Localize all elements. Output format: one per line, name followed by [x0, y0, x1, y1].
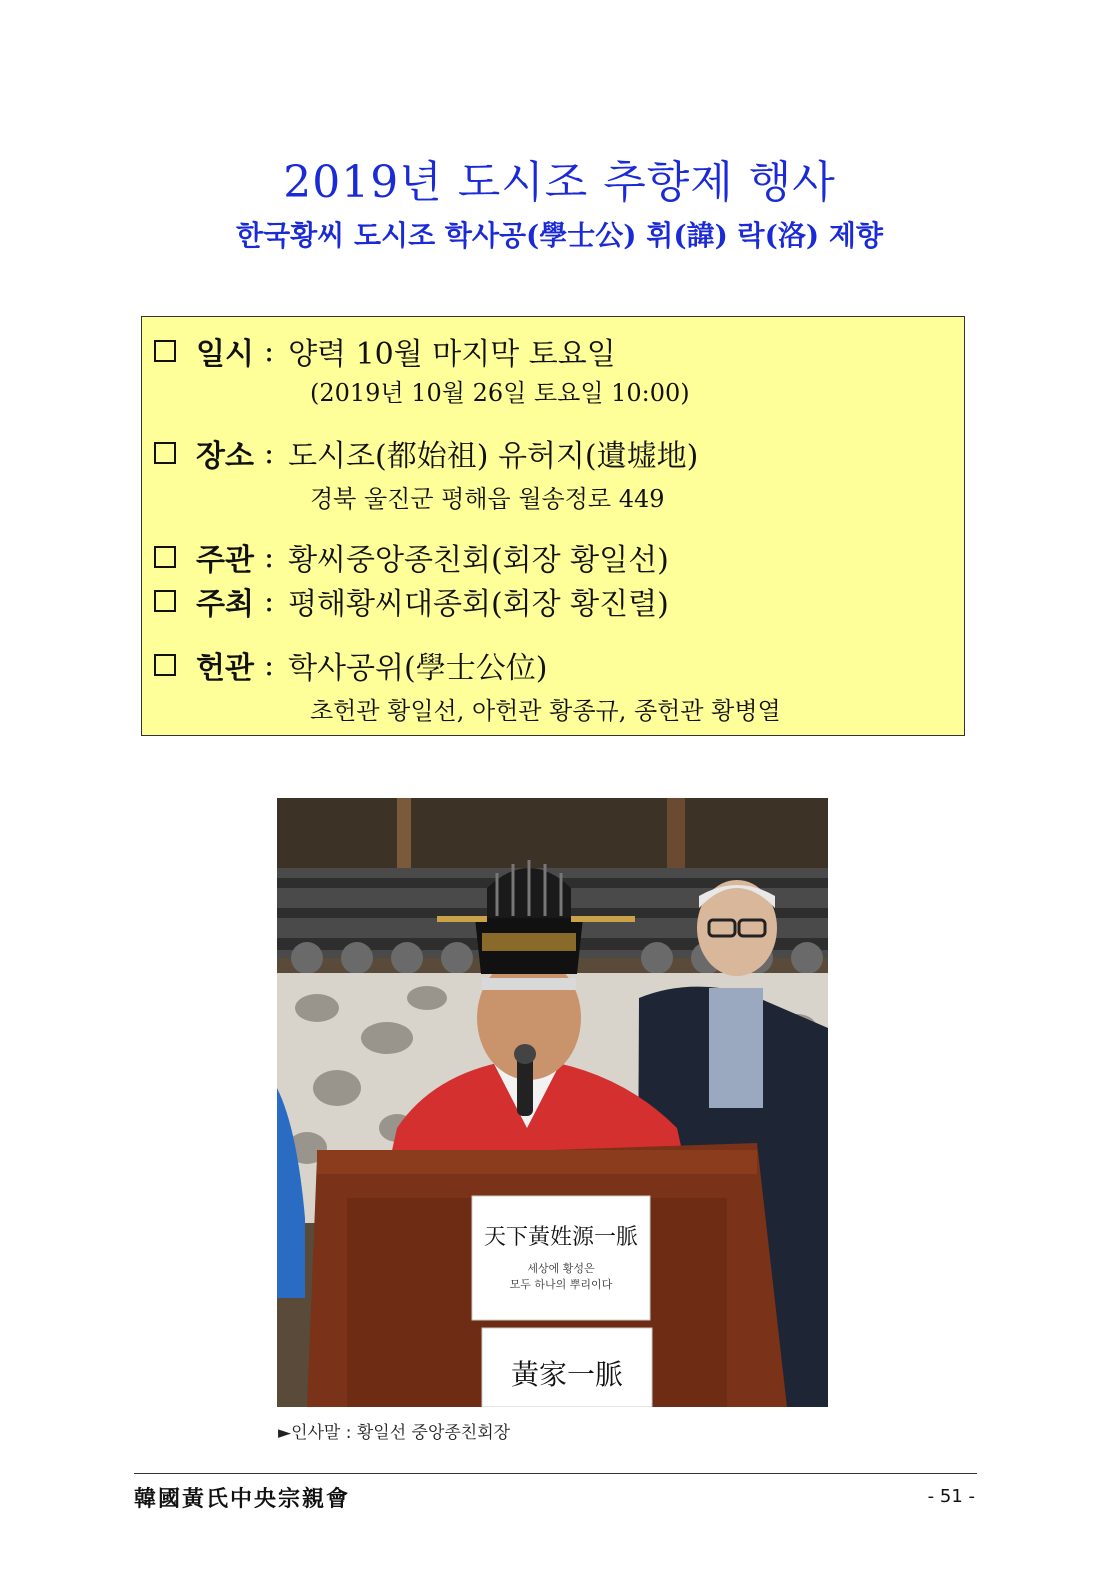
podium-sign-bottom-text: 黃家一脈 [510, 1358, 624, 1391]
podium-sign-top-text-2: 세상에 황성은 [527, 1262, 595, 1275]
info-label: 일시 [196, 337, 254, 372]
info-sub: 경북 울진군 평해읍 월송정로 449 [310, 485, 665, 513]
info-sub: 초헌관 황일선, 아헌관 황종규, 종헌관 황병열 [310, 697, 781, 725]
event-info-box [141, 316, 965, 736]
checkbox-square-icon [154, 442, 176, 464]
speaker-photo-illustration [277, 798, 828, 1407]
info-value: 황씨중앙종친회(회장 황일선) [288, 543, 669, 578]
info-value: 양력 10월 마지막 토요일 [288, 337, 616, 372]
event-photo [277, 798, 828, 1407]
checkbox-square-icon [154, 340, 176, 362]
podium-sign-top-text-3: 모두 하나의 뿌리이다 [509, 1278, 613, 1291]
info-value: 학사공위(學士公位) [288, 651, 548, 686]
info-row-organizer: 주관 : 황씨중앙종친회(회장 황일선) [154, 535, 669, 579]
checkbox-square-icon [154, 654, 176, 676]
info-row-place: 장소 : 도시조(都始祖) 유허지(遺墟地) [154, 431, 698, 475]
info-label: 헌관 [196, 651, 254, 686]
info-label: 장소 [196, 439, 254, 474]
photo-caption: ►인사말 : 황일선 중앙종친회장 [278, 1423, 511, 1443]
footer-divider [134, 1473, 977, 1474]
checkbox-square-icon [154, 590, 176, 612]
info-value: 도시조(都始祖) 유허지(遺墟地) [288, 439, 699, 474]
info-sub: (2019년 10월 26일 토요일 10:00) [310, 379, 690, 407]
footer-org-name: 韓國黃氏中央宗親會 [134, 1486, 351, 1512]
podium-sign-top [472, 1196, 650, 1320]
page-number: - 51 - [927, 1486, 975, 1507]
podium-sign-top-text: 天下黃姓源一脈 [483, 1225, 639, 1250]
info-label: 주최 [196, 587, 254, 622]
page-subtitle: 한국황씨 도시조 학사공(學士公) 휘(諱) 락(洛) 제향 [236, 219, 883, 252]
info-label: 주관 [196, 543, 254, 578]
info-value: 평해황씨대종회(회장 황진렬) [288, 587, 669, 622]
checkbox-square-icon [154, 546, 176, 568]
info-row-host: 주최 : 평해황씨대종회(회장 황진렬) [154, 579, 669, 623]
info-row-date: 일시 : 양력 10월 마지막 토요일 [154, 329, 616, 373]
info-row-offering: 헌관 : 학사공위(學士公位) [154, 643, 547, 687]
page-title: 2019년 도시조 추향제 행사 [283, 157, 836, 208]
